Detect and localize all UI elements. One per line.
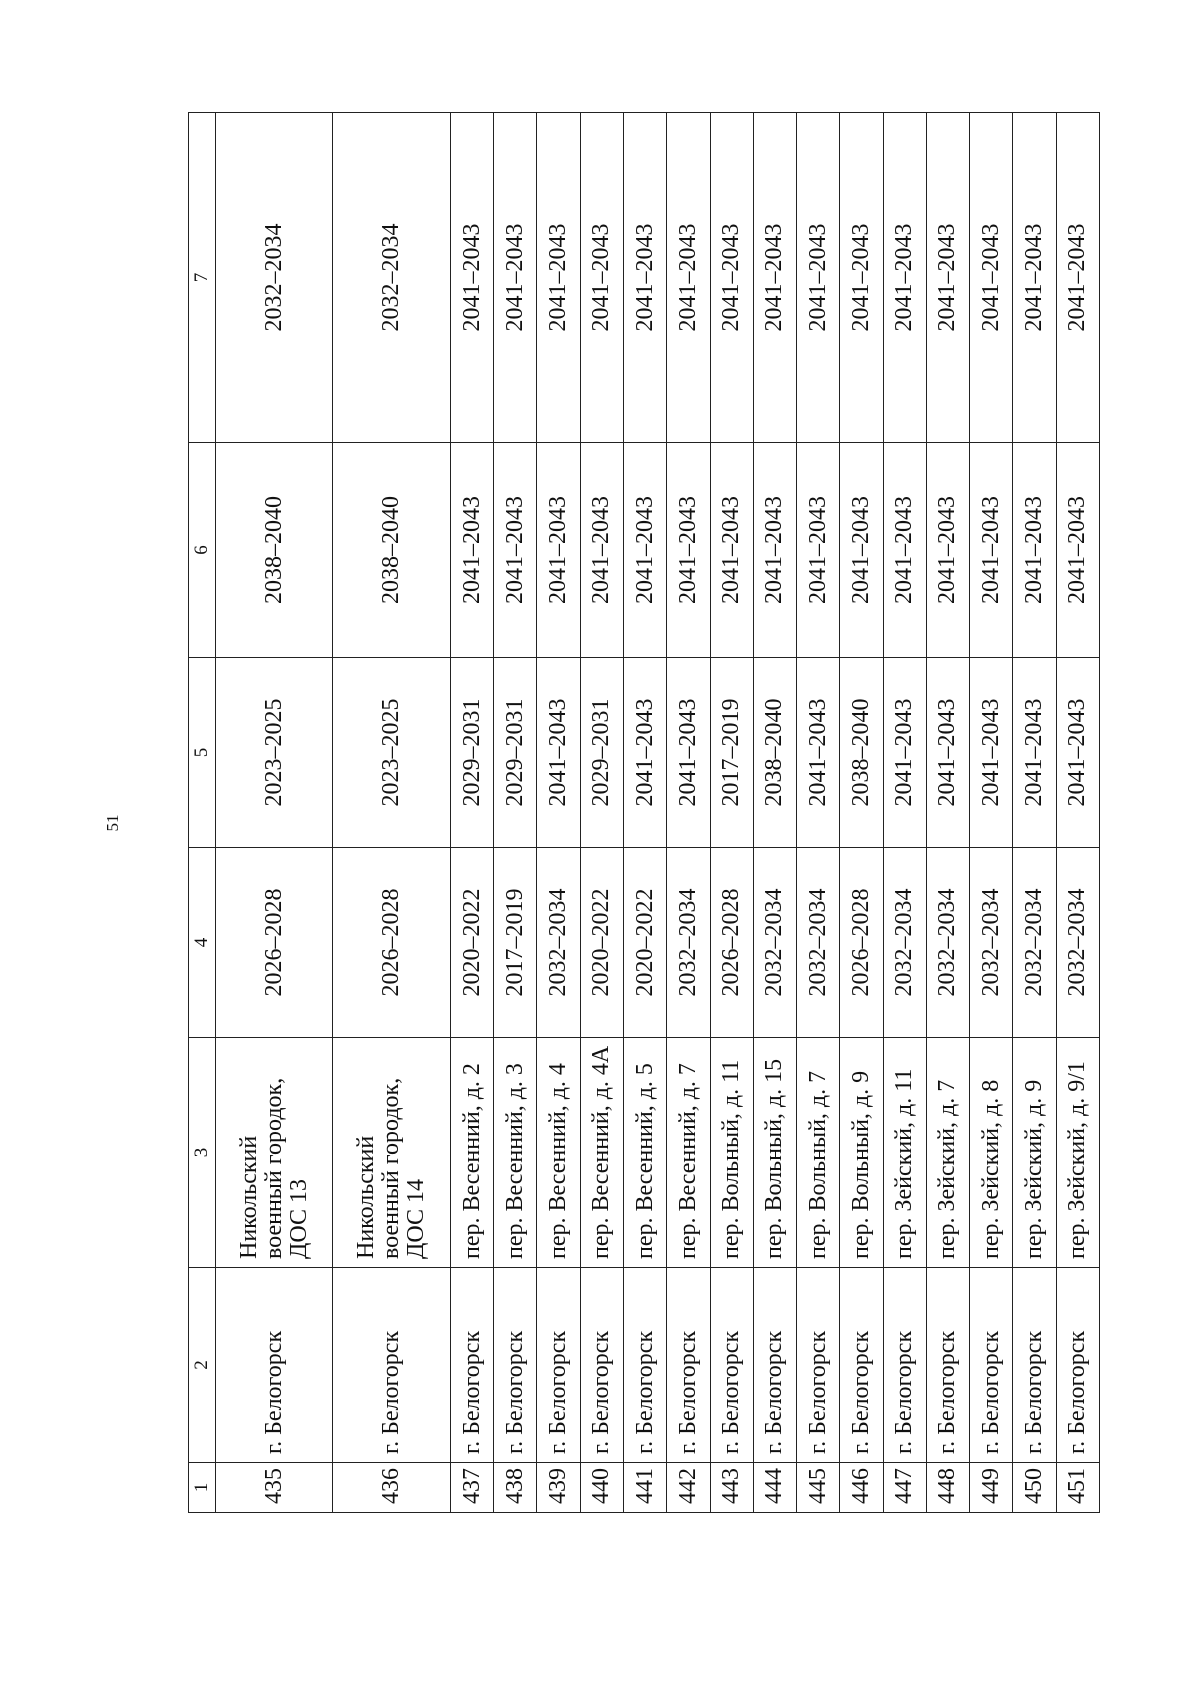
city-cell: г. Белогорск <box>1056 1268 1099 1463</box>
table-row <box>753 113 796 1513</box>
period-col6-cell: 2041–2043 <box>710 443 753 658</box>
period-col7-cell: 2032–2034 <box>216 113 333 443</box>
address-cell: пер. Вольный, д. 7 <box>797 1038 840 1268</box>
period-col5-cell: 2041–2043 <box>797 658 840 848</box>
period-col6-cell: 2041–2043 <box>580 443 623 658</box>
city-cell: г. Белогорск <box>1013 1268 1056 1463</box>
table-row <box>537 113 580 1513</box>
period-col5-cell: 2029–2031 <box>450 658 493 848</box>
rotated-table-container <box>188 113 1100 1513</box>
city-cell: г. Белогорск <box>623 1268 666 1463</box>
address-cell: пер. Вольный, д. 9 <box>840 1038 883 1268</box>
row-number-cell: 445 <box>797 1463 840 1513</box>
row-number-cell: 443 <box>710 1463 753 1513</box>
period-col4-cell: 2032–2034 <box>883 848 926 1038</box>
city-cell: г. Белогорск <box>753 1268 796 1463</box>
period-col7-cell: 2041–2043 <box>1013 113 1056 443</box>
period-col6-cell: 2041–2043 <box>1056 443 1099 658</box>
table-row <box>970 113 1013 1513</box>
address-cell: пер. Весенний, д. 4А <box>580 1038 623 1268</box>
period-col7-cell: 2041–2043 <box>710 113 753 443</box>
column-header: 2 <box>189 1268 216 1463</box>
period-col4-cell: 2032–2034 <box>970 848 1013 1038</box>
column-header: 7 <box>189 113 216 443</box>
address-cell: пер. Вольный, д. 15 <box>753 1038 796 1268</box>
period-col7-cell: 2041–2043 <box>580 113 623 443</box>
address-cell: пер. Весенний, д. 3 <box>494 1038 537 1268</box>
period-col4-cell: 2032–2034 <box>1056 848 1099 1038</box>
period-col7-cell: 2041–2043 <box>537 113 580 443</box>
city-cell: г. Белогорск <box>970 1268 1013 1463</box>
city-cell: г. Белогорск <box>797 1268 840 1463</box>
address-cell: пер. Весенний, д. 5 <box>623 1038 666 1268</box>
row-number-cell: 451 <box>1056 1463 1099 1513</box>
address-cell: пер. Зейский, д. 7 <box>926 1038 969 1268</box>
city-cell: г. Белогорск <box>216 1268 333 1463</box>
city-cell: г. Белогорск <box>494 1268 537 1463</box>
address-cell: пер. Зейский, д. 11 <box>883 1038 926 1268</box>
period-col6-cell: 2041–2043 <box>450 443 493 658</box>
period-col7-cell: 2041–2043 <box>450 113 493 443</box>
period-col6-cell: 2041–2043 <box>883 443 926 658</box>
period-col4-cell: 2032–2034 <box>797 848 840 1038</box>
table-row <box>710 113 753 1513</box>
table-row <box>333 113 450 1513</box>
period-col7-cell: 2041–2043 <box>1056 113 1099 443</box>
schedule-table <box>188 112 1100 1513</box>
period-col4-cell: 2032–2034 <box>667 848 710 1038</box>
city-cell: г. Белогорск <box>333 1268 450 1463</box>
city-cell: г. Белогорск <box>580 1268 623 1463</box>
row-number-cell: 442 <box>667 1463 710 1513</box>
table-row <box>216 113 333 1513</box>
row-number-cell: 440 <box>580 1463 623 1513</box>
period-col4-cell: 2032–2034 <box>926 848 969 1038</box>
period-col4-cell: 2020–2022 <box>450 848 493 1038</box>
period-col4-cell: 2020–2022 <box>623 848 666 1038</box>
column-header: 5 <box>189 658 216 848</box>
period-col6-cell: 2041–2043 <box>494 443 537 658</box>
period-col5-cell: 2041–2043 <box>1013 658 1056 848</box>
period-col7-cell: 2041–2043 <box>623 113 666 443</box>
address-cell: Никольский военный городок, ДОС 14 <box>333 1038 450 1268</box>
table-row <box>797 113 840 1513</box>
period-col5-cell: 2038–2040 <box>753 658 796 848</box>
period-col4-cell: 2026–2028 <box>333 848 450 1038</box>
table-row <box>1013 113 1056 1513</box>
city-cell: г. Белогорск <box>840 1268 883 1463</box>
period-col4-cell: 2032–2034 <box>753 848 796 1038</box>
period-col7-cell: 2041–2043 <box>667 113 710 443</box>
period-col6-cell: 2038–2040 <box>216 443 333 658</box>
period-col5-cell: 2041–2043 <box>537 658 580 848</box>
row-number-cell: 450 <box>1013 1463 1056 1513</box>
period-col7-cell: 2041–2043 <box>883 113 926 443</box>
period-col4-cell: 2026–2028 <box>216 848 333 1038</box>
period-col5-cell: 2038–2040 <box>840 658 883 848</box>
period-col5-cell: 2041–2043 <box>883 658 926 848</box>
period-col4-cell: 2032–2034 <box>1013 848 1056 1038</box>
table-row <box>623 113 666 1513</box>
table-row <box>450 113 493 1513</box>
column-header: 6 <box>189 443 216 658</box>
period-col4-cell: 2020–2022 <box>580 848 623 1038</box>
address-cell: пер. Вольный, д. 11 <box>710 1038 753 1268</box>
table-row <box>580 113 623 1513</box>
period-col6-cell: 2041–2043 <box>1013 443 1056 658</box>
period-col6-cell: 2041–2043 <box>537 443 580 658</box>
row-number-cell: 447 <box>883 1463 926 1513</box>
row-number-cell: 439 <box>537 1463 580 1513</box>
period-col6-cell: 2041–2043 <box>926 443 969 658</box>
table-body <box>189 113 1100 1513</box>
row-number-cell: 449 <box>970 1463 1013 1513</box>
period-col5-cell: 2023–2025 <box>333 658 450 848</box>
column-header: 4 <box>189 848 216 1038</box>
column-header: 1 <box>189 1463 216 1513</box>
address-cell: пер. Весенний, д. 7 <box>667 1038 710 1268</box>
row-number-cell: 435 <box>216 1463 333 1513</box>
period-col5-cell: 2017–2019 <box>710 658 753 848</box>
table-row <box>883 113 926 1513</box>
address-cell: пер. Весенний, д. 4 <box>537 1038 580 1268</box>
period-col6-cell: 2041–2043 <box>753 443 796 658</box>
row-number-cell: 438 <box>494 1463 537 1513</box>
period-col7-cell: 2041–2043 <box>970 113 1013 443</box>
period-col6-cell: 2041–2043 <box>667 443 710 658</box>
period-col7-cell: 2032–2034 <box>333 113 450 443</box>
row-number-cell: 441 <box>623 1463 666 1513</box>
row-number-cell: 437 <box>450 1463 493 1513</box>
page-number: 51 <box>103 814 122 832</box>
table-row <box>667 113 710 1513</box>
period-col6-cell: 2038–2040 <box>333 443 450 658</box>
period-col5-cell: 2023–2025 <box>216 658 333 848</box>
period-col7-cell: 2041–2043 <box>753 113 796 443</box>
city-cell: г. Белогорск <box>667 1268 710 1463</box>
row-number-cell: 446 <box>840 1463 883 1513</box>
period-col7-cell: 2041–2043 <box>494 113 537 443</box>
address-cell: пер. Зейский, д. 9/1 <box>1056 1038 1099 1268</box>
row-number-cell: 444 <box>753 1463 796 1513</box>
address-cell: пер. Зейский, д. 9 <box>1013 1038 1056 1268</box>
address-cell: пер. Весенний, д. 2 <box>450 1038 493 1268</box>
period-col5-cell: 2041–2043 <box>667 658 710 848</box>
period-col5-cell: 2029–2031 <box>580 658 623 848</box>
period-col7-cell: 2041–2043 <box>926 113 969 443</box>
city-cell: г. Белогорск <box>883 1268 926 1463</box>
period-col4-cell: 2026–2028 <box>840 848 883 1038</box>
period-col5-cell: 2029–2031 <box>494 658 537 848</box>
period-col6-cell: 2041–2043 <box>840 443 883 658</box>
period-col6-cell: 2041–2043 <box>797 443 840 658</box>
table-row <box>926 113 969 1513</box>
period-col4-cell: 2017–2019 <box>494 848 537 1038</box>
city-cell: г. Белогорск <box>710 1268 753 1463</box>
column-number-row <box>189 113 216 1513</box>
city-cell: г. Белогорск <box>537 1268 580 1463</box>
table-row <box>494 113 537 1513</box>
address-cell: пер. Зейский, д. 8 <box>970 1038 1013 1268</box>
row-number-cell: 436 <box>333 1463 450 1513</box>
period-col6-cell: 2041–2043 <box>970 443 1013 658</box>
period-col5-cell: 2041–2043 <box>926 658 969 848</box>
period-col5-cell: 2041–2043 <box>623 658 666 848</box>
table-row <box>1056 113 1099 1513</box>
period-col7-cell: 2041–2043 <box>797 113 840 443</box>
city-cell: г. Белогорск <box>450 1268 493 1463</box>
period-col4-cell: 2026–2028 <box>710 848 753 1038</box>
period-col6-cell: 2041–2043 <box>623 443 666 658</box>
row-number-cell: 448 <box>926 1463 969 1513</box>
period-col7-cell: 2041–2043 <box>840 113 883 443</box>
table-row <box>840 113 883 1513</box>
period-col4-cell: 2032–2034 <box>537 848 580 1038</box>
period-col5-cell: 2041–2043 <box>1056 658 1099 848</box>
column-header: 3 <box>189 1038 216 1268</box>
city-cell: г. Белогорск <box>926 1268 969 1463</box>
address-cell: Никольский военный городок, ДОС 13 <box>216 1038 333 1268</box>
period-col5-cell: 2041–2043 <box>970 658 1013 848</box>
